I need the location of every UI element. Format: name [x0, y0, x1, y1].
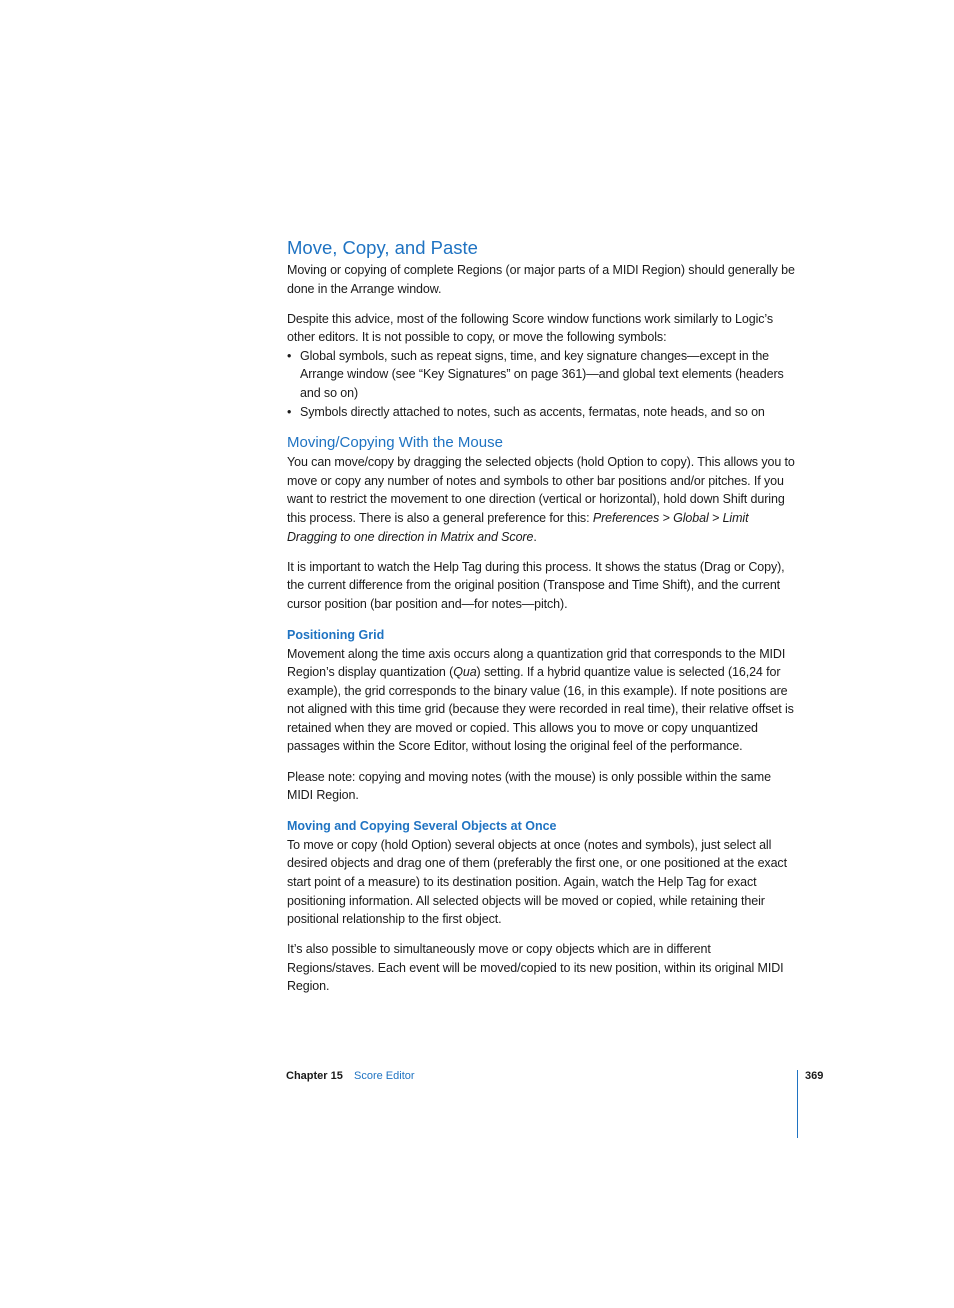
- page-content: [287, 236, 799, 1008]
- symbol-list: [287, 347, 799, 421]
- several-paragraph-1: To move or copy (hold Option) several objects at once (notes and symbols), just select all desired objects and drag one of them (preferably the first one, or one positioned at the exact start point of a measure) to its destination position. Again, watch the Help Tag for exact positioning information. All selected objects will be moved or copied, while retaining their positional relationship to the first object.: [287, 837, 787, 927]
- subsection-heading-mouse: Moving/Copying With the Mouse: [287, 434, 503, 452]
- intro-paragraph-1: Moving or copying of complete Regions (or major parts of a MIDI Region) should generally be done in the Arrange window.: [287, 263, 795, 296]
- mouse-paragraph-1-text: You can move/copy by dragging the selected objects (hold Option to copy). This allows you to move or copy any number of notes and symbols to other bar positions and/or pitches. If you want to restrict the movement to one direction (vertical or horizontal), hold down Shift during this process. There is also a general preference for this:: [287, 455, 795, 526]
- footer-divider: [797, 1070, 798, 1138]
- mouse-paragraph-2: It is important to watch the Help Tag during this process. It shows the status (Drag or Copy), the current difference from the original position (Transpose and Time Shift), and the current cursor position (bar position and—for notes—pitch).: [287, 559, 785, 611]
- list-item: [287, 347, 799, 403]
- footer-chapter: Chapter 15: [286, 1070, 343, 1082]
- bullet-glyph: •: [287, 348, 292, 363]
- subsection-heading-grid: Positioning Grid: [287, 627, 385, 642]
- footer-chapter-title: Score Editor: [354, 1070, 415, 1082]
- list-item-text: Global symbols, such as repeat signs, time, and key signature changes—except in the Arrange window (see “Key Signatures” on page 361)—and global text elements (headers and so on): [300, 348, 784, 401]
- mouse-paragraph-1-end: .: [533, 529, 537, 544]
- list-item: [287, 403, 799, 422]
- page-number: 369: [805, 1070, 824, 1082]
- subsection-heading-several: Moving and Copying Several Objects at Once: [287, 818, 557, 833]
- grid-paragraph-2: Please note: copying and moving notes (with the mouse) is only possible within the same MIDI Region.: [287, 769, 771, 803]
- qua-term: Qua: [453, 665, 477, 680]
- section-title: Move, Copy, and Paste: [287, 237, 478, 258]
- preference-path: Preferences > Global > Limit Dragging to one direction in Matrix and Score: [287, 511, 749, 544]
- list-item-text: Symbols directly attached to notes, such as accents, fermatas, note heads, and so on: [300, 404, 765, 419]
- mouse-paragraph-1: [287, 453, 799, 546]
- bullet-glyph: •: [287, 404, 292, 419]
- grid-paragraph-1: [287, 645, 799, 757]
- grid-paragraph-1-b: ) setting. If a hybrid quantize value is selected (16,24 for example), the grid corresponds to the binary value (16, in this example). If note positions are not aligned with this time grid (because they were recorded in real time), their relative offset is retained when they are moved or copied. This allows you to move or copy unquantized passages within the Score Editor, without losing the original feel of the performance.: [287, 665, 794, 754]
- several-paragraph-2: It’s also possible to simultaneously move or copy objects which are in different Regions/staves. Each event will be moved/copied to its new position, within its original MIDI Region.: [287, 942, 784, 994]
- page-footer: [286, 1070, 826, 1086]
- grid-paragraph-1-a: Movement along the time axis occurs along a quantization grid that corresponds to the MIDI Region’s display quantization (: [287, 646, 786, 680]
- intro-paragraph-2: Despite this advice, most of the following Score window functions work similarly to Logic’s other editors. It is not possible to copy, or move the following symbols:: [287, 311, 774, 345]
